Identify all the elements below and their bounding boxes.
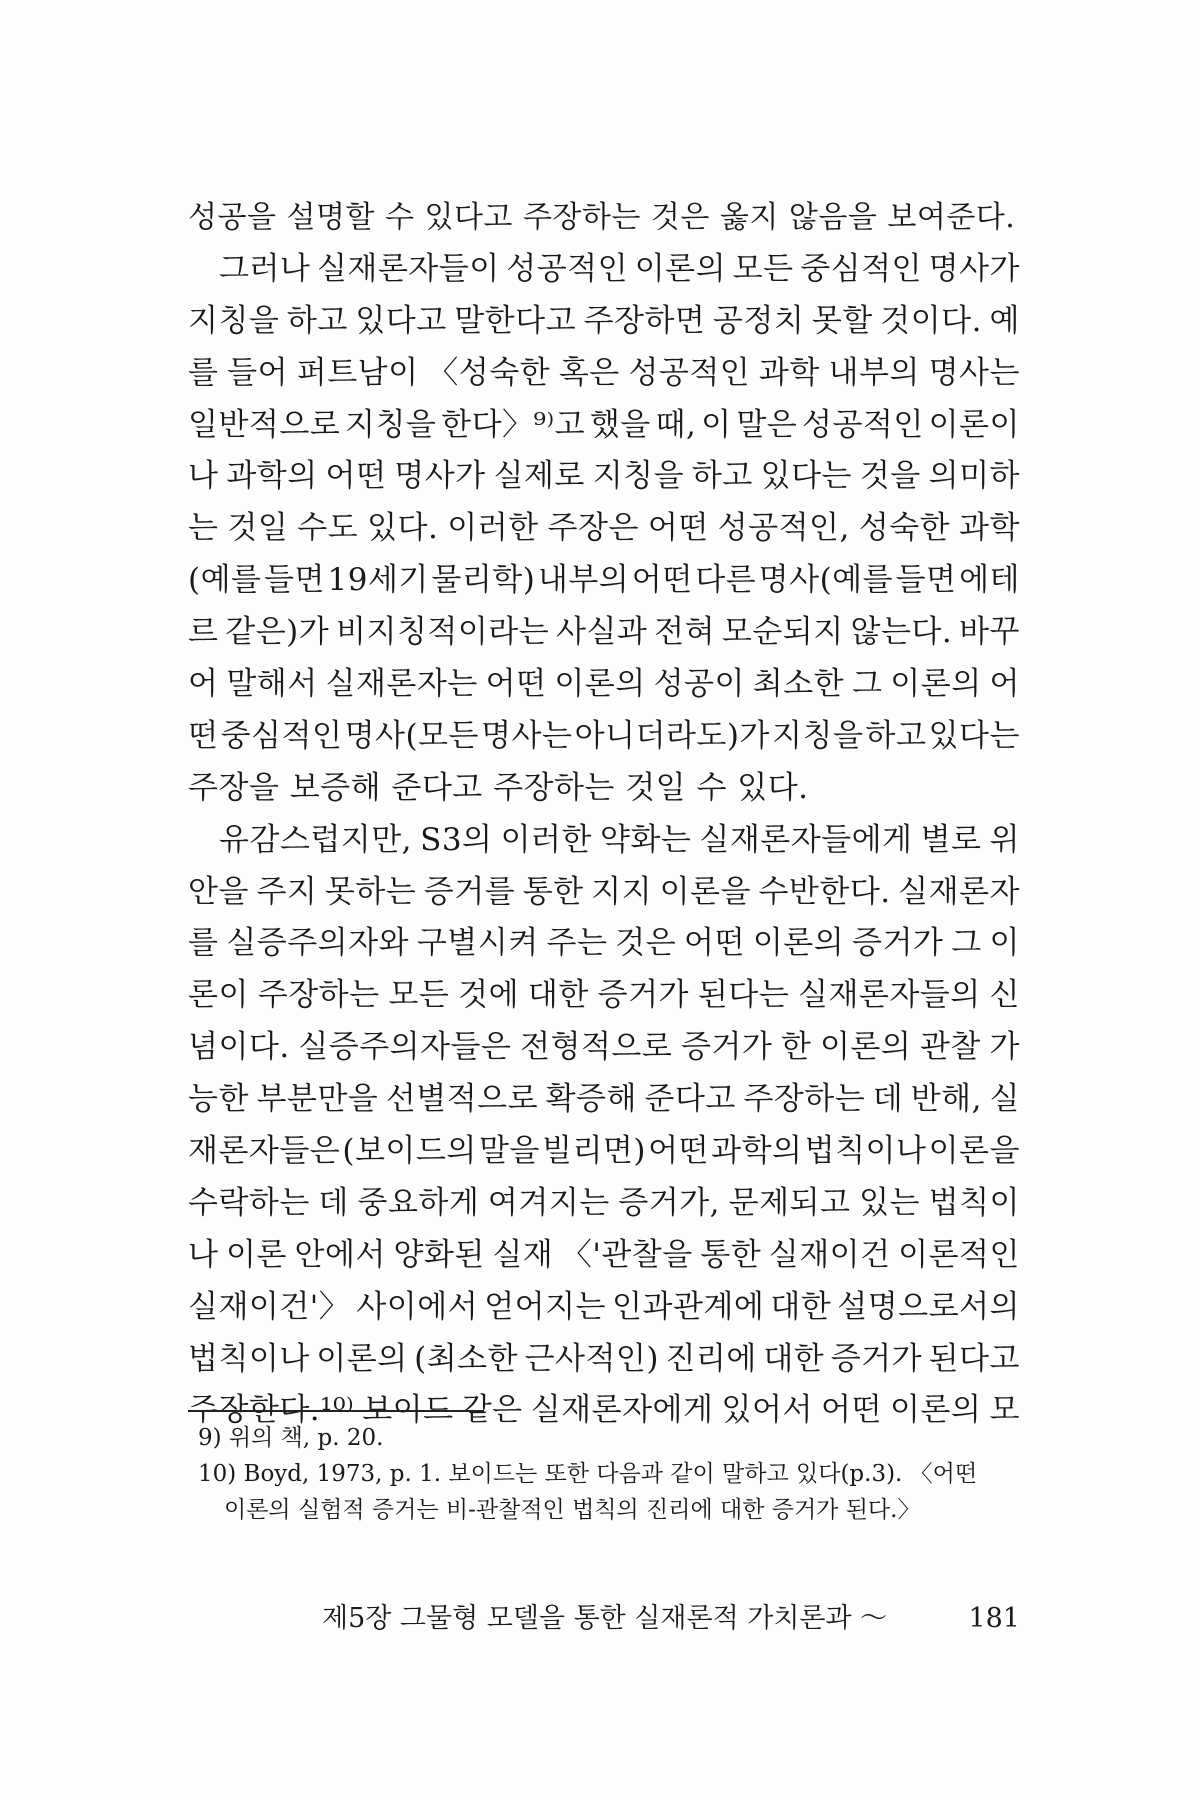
text-line: 는 것일 수도 있다. 이러한 주장은 어떤 성공적인, 성숙한 과학 <box>188 510 1020 547</box>
text-line: 능한 부분만을 선별적으로 확증해 준다고 주장하는 데 반해, 실 <box>188 1081 1020 1118</box>
chapter-title: 제5장 그물형 모델을 통한 실재론적 가치론과 ～ <box>322 1603 888 1634</box>
text-line: 법칙이나 이론의 (최소한 근사적인) 진리에 대한 증거가 된다고 <box>188 1340 1020 1377</box>
text-line: 나 과학의 어떤 명사가 실제로 지칭을 하고 있다는 것을 의미하 <box>188 458 1020 495</box>
text-line: 재론자들은 (보이드의 말을 빌리면) 어떤 과학의 법칙이나 이론을 <box>188 1133 1020 1170</box>
text-line: 지칭을 하고 있다고 말한다고 주장하면 공정치 못할 것이다. 예 <box>188 302 1020 339</box>
text-line: 유감스럽지만, S3의 이러한 약화는 실재론자들에게 별로 위 <box>219 821 1020 858</box>
text-line: 그러나 실재론자들이 성공적인 이론의 모든 중심적인 명사가 <box>219 250 1020 287</box>
text-line: 성공을 설명할 수 있다고 주장하는 것은 옳지 않음을 보여준다. <box>188 200 1016 235</box>
text-line: 나 이론 안에서 양화된 실재 〈'관찰을 통한 실재이건 이론적인 <box>188 1236 1020 1273</box>
footnote-line: 10) Boyd, 1973, p. 1. 보이드는 또한 다음과 같이 말하고 있다(p.3). 〈어떤 <box>198 1461 978 1487</box>
text-line: 를 실증주의자와 구별시켜 주는 것은 어떤 이론의 증거가 그 이 <box>188 925 1020 962</box>
text-line: 주장한다.¹⁰⁾ 보이드 같은 실재론자에게 있어서 어떤 이론의 모 <box>188 1392 1020 1429</box>
text-line: 념이다. 실증주의자들은 전형적으로 증거가 한 이론의 관찰 가 <box>188 1029 1020 1066</box>
footnote-line: 9) 위의 책, p. 20. <box>198 1425 384 1451</box>
text-line: 일반적으로 지칭을 한다〉⁹⁾고 했을 때, 이 말은 성공적인 이론이 <box>188 406 1020 443</box>
page-number: 181 <box>968 1603 1020 1634</box>
text-line: 르 같은)가 비지칭적이라는 사실과 전혀 모순되지 않는다. 바꾸 <box>188 614 1020 651</box>
body-text <box>188 192 1020 1437</box>
text-line: 실재이건'〉 사이에서 얻어지는 인과관계에 대한 설명으로서의 <box>188 1288 1020 1325</box>
footnotes <box>198 1420 1020 1528</box>
text-line: 어 말해서 실재론자는 어떤 이론의 성공이 최소한 그 이론의 어 <box>188 666 1020 703</box>
text-line: 론이 주장하는 모든 것에 대한 증거가 된다는 실재론자들의 신 <box>188 977 1020 1014</box>
footnote-line: 이론의 실험적 증거는 비-관찰적인 법칙의 진리에 대한 증거가 된다.〉 <box>224 1497 921 1523</box>
running-footer <box>322 1599 1020 1639</box>
text-line: 수락하는 데 중요하게 여겨지는 증거가, 문제되고 있는 법칙이 <box>188 1184 1020 1221</box>
text-line: 떤 중심적인 명사(모든 명사는 아니더라도)가 지칭을 하고 있다는 <box>188 717 1020 754</box>
text-line: 안을 주지 못하는 증거를 통한 지지 이론을 수반한다. 실재론자 <box>188 873 1020 910</box>
text-line: (예를 들면 19세기 물리학) 내부의 어떤 다른 명사(예를 들면 에테 <box>188 562 1020 599</box>
footnote-divider <box>188 1410 484 1412</box>
text-line: 주장을 보증해 준다고 주장하는 것일 수 있다. <box>188 769 809 806</box>
text-line: 를 들어 퍼트남이 〈성숙한 혹은 성공적인 과학 내부의 명사는 <box>188 354 1020 391</box>
